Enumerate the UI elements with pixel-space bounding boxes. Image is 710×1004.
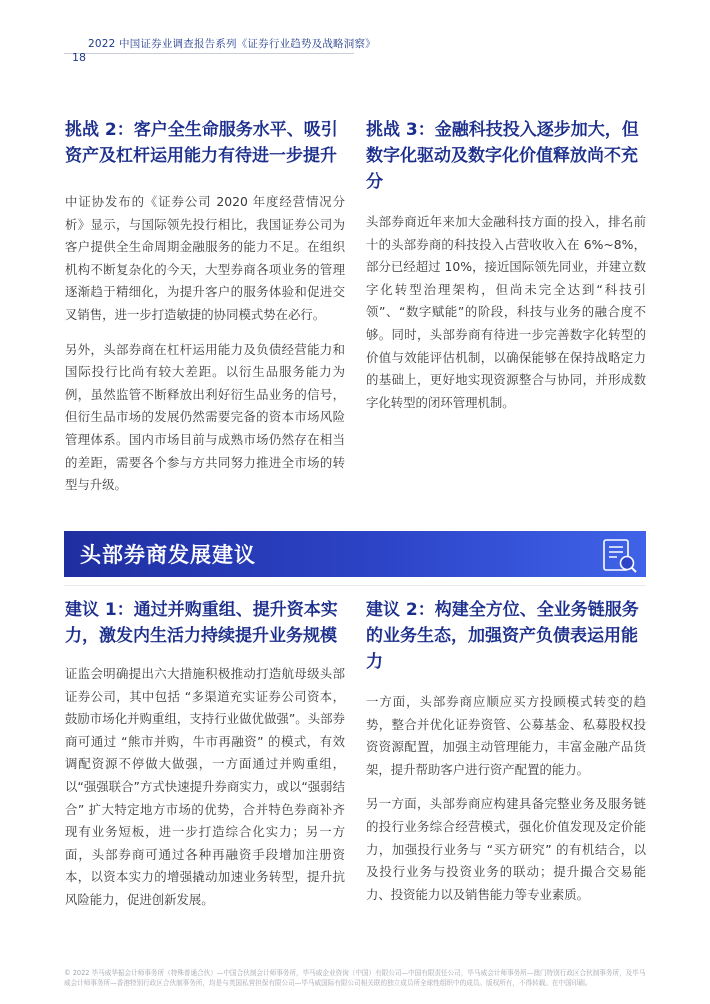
challenge-3-heading: 挑战 3：金融科技投入逐步加大，但数字化驱动及数字化价值释放尚不充分 (366, 120, 639, 192)
advice-1-heading: 建议 1：通过并购重组、提升资本实力，激发内生活力持续提升业务规模 (65, 600, 338, 646)
challenge-3-paragraph-1: 头部券商近年来加大金融科技方面的投入，排名前十的头部券商的科技投入占营收收入在 6%~8%，部分已经超过 10%，接近国际领先同业，并建立数字化转型治理架构，但尚未完全达到“科技引领”、“数字赋能”的阶段，科技与业务的融合度不够。同时，头部券商有待进一步完善数字化转型的价值与效能评估机制，以确保能够在保持战略定力的基础上，更好地实现资源整合与协同，并形成数字化转型的闭环管理机制。 (366, 214, 646, 410)
section-divider (64, 585, 646, 586)
challenge-2-block (65, 117, 345, 497)
advice-2-paragraph-2: 另一方面，头部券商应构建具备完整业务及服务链的投行业务综合经营模式，强化价值发现及定价能力，加强投行业务与 “买方研究” 的有机结合，以及投行业务与投资业务的联动；提升撮合交易能力、投资能力以及销售能力等专业素质。 (366, 796, 646, 902)
section-title: 头部券商发展建议 (80, 543, 256, 567)
challenge-2-heading: 挑战 2：客户全生命服务水平、吸引资产及杠杆运用能力有待进一步提升 (65, 120, 338, 166)
page-number: 18 (72, 51, 86, 64)
advice-2-block (366, 597, 646, 906)
advice-1-block (65, 597, 345, 912)
advice-2-paragraph-1: 一方面，头部券商应顺应买方投顾模式转变的趋势，整合并优化证券资管、公募基金、私募股权投资资源配置，加强主动管理能力，丰富金融产品货架，提升帮助客户进行资产配置的能力。 (366, 694, 646, 777)
copyright-footer: © 2022 毕马威华振会计师事务所（特殊普通合伙）—中国合伙制会计师事务所，毕马威企业咨询（中国）有限公司—中国有限责任公司，毕马威会计师事务所—澳门特别行政区合伙制事务所，及毕马威会计师事务所—香港特别行政区合伙制事务所，均是与英国私营担保有限公司—毕马威国际有限公司相关联的独立成员所全球性组织中的成员。版权所有，不得转载。在中国印刷。 (64, 969, 646, 987)
challenge-3-block (366, 117, 646, 414)
header-divider (64, 53, 354, 54)
challenge-2-paragraph-2: 另外，头部券商在杠杆运用能力及负债经营能力和国际投行比尚有较大差距。以衍生品服务能力为例，虽然监管不断释放出利好衍生品业务的信号，但衍生品市场的发展仍然需要完备的资本市场风险管理体系。国内市场目前与成熟市场仍然存在相当的差距，需要各个参与方共同努力推进全市场的转型与升级。 (65, 341, 345, 493)
advice-2-heading: 建议 2：构建全方位、全业务链服务的业务生态，加强资产负债表运用能力 (366, 600, 639, 672)
document-search-icon (599, 538, 641, 578)
section-banner (64, 531, 646, 577)
challenge-2-paragraph-1: 中证协发布的《证券公司 2020 年度经营情况分析》显示，与国际领先投行相比，我国证券公司为客户提供全生命周期金融服务的能力不足。在组织机构不断复杂化的今天，大型券商各项业务的管理逐渐趋于精细化，为提升客户的服务体验和促进交叉销售，进一步打造敏捷的协同模式势在必行。 (65, 194, 345, 322)
advice-1-paragraph-1: 证监会明确提出六大措施积极推动打造航母级头部证券公司，其中包括 “多渠道充实证券公司资本，鼓励市场化并购重组，支持行业做优做强”。头部券商可通过 “熊市并购，牛市再融资” 的模式，有效调配资源不停做大做强，一方面通过并购重组，以“强强联合”方式快速提升券商实力，或以“强弱结合” 扩大特定地方市场的优势，合并特色券商补齐现有业务短板，进一步打造综合化实力；另一方面，头部券商可通过各种再融资手段增加注册资本，以资本实力的增强撬动加速业务转型，提升抗风险能力，促进创新发展。 (65, 666, 345, 907)
report-series-title: 2022 中国证券业调查报告系列《证券行业趋势及战略洞察》 (88, 38, 376, 50)
